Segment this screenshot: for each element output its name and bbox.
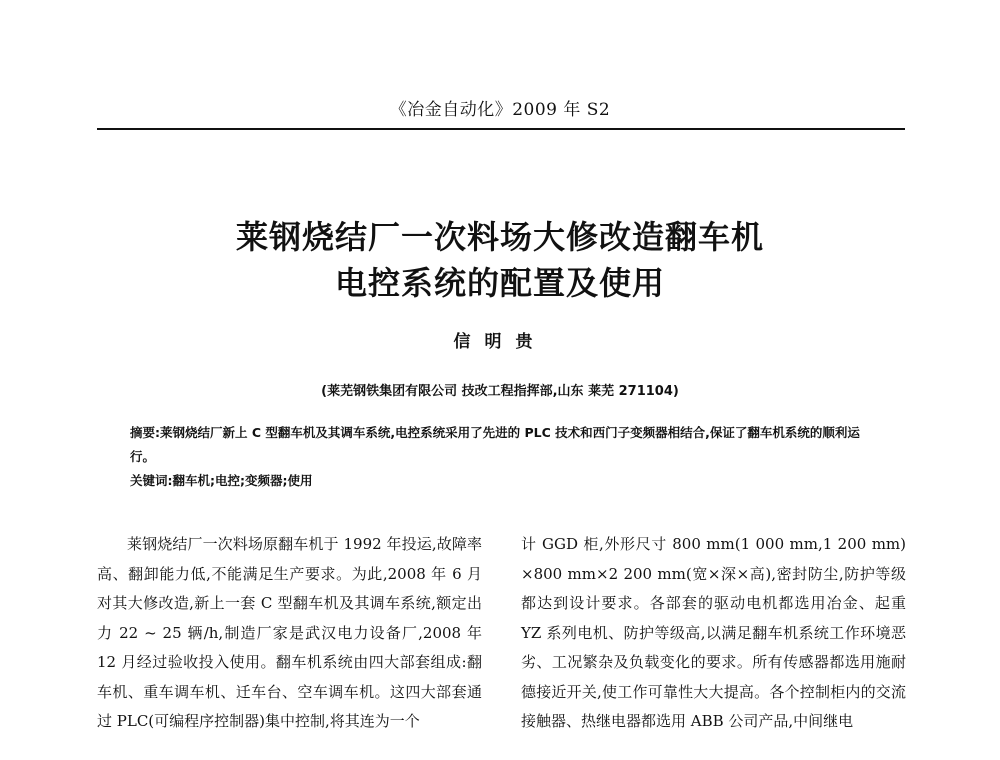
- header-rule: [97, 128, 905, 130]
- body-column-left: [97, 530, 482, 737]
- article-title-line-1: 莱钢烧结厂一次料场大修改造翻车机: [235, 218, 764, 256]
- body-paragraph-left: 莱钢烧结厂一次料场原翻车机于 1992 年投运,故障率高、翻卸能力低,不能满足生产要求。为此,2008 年 6 月对其大修改造,新上一套 C 型翻车机及其调车系统,额定出力 22 ~ 25 辆/h,制造厂家是武汉电力设备厂,2008 年 12 月经过验收投入使用。翻车机系统由四大部套组成:翻车机、重车调车机、迁车台、空车调车机。这四大部套通过 PLC(可编程序控制器)集中控制,将其连为一个: [97, 535, 482, 730]
- abstract-text: 莱钢烧结厂新上 C 型翻车机及其调车系统,电控系统采用了先进的 PLC 技术和西门子变频器相结合,保证了翻车机系统的顺利运行。: [130, 425, 860, 464]
- author-affiliation: (莱芜钢铁集团有限公司 技改工程指挥部,山东 莱芜 271104): [321, 384, 679, 399]
- keywords-label: 关键词:: [130, 473, 173, 488]
- abstract-label: 摘要:: [130, 425, 160, 440]
- keywords-paragraph: [130, 469, 875, 493]
- keywords-text: 翻车机;电控;变频器;使用: [172, 473, 313, 488]
- body-paragraph-right: 计 GGD 柜,外形尺寸 800 mm(1 000 mm,1 200 mm) ×800 mm×2 200 mm(宽×深×高),密封防尘,防护等级都达到设计要求。各部套的驱动电机都选用冶金、起重 YZ 系列电机、防护等级高,以满足翻车机系统工作环境恶劣、工况繁杂及负载变化的要求。所有传感器都选用施耐德接近开关,使工作可靠性大大提高。各个控制柜内的交流接触器、热继电器都选用 ABB 公司产品,中间继电: [521, 535, 906, 730]
- article-title-line-2: 电控系统的配置及使用: [334, 264, 665, 302]
- author-name: 信明贵: [453, 332, 547, 352]
- body-column-right: [521, 530, 906, 737]
- abstract-paragraph: [130, 421, 875, 469]
- abstract-block: [130, 421, 875, 493]
- journal-header: 《冶金自动化》2009 年 S2: [389, 100, 611, 120]
